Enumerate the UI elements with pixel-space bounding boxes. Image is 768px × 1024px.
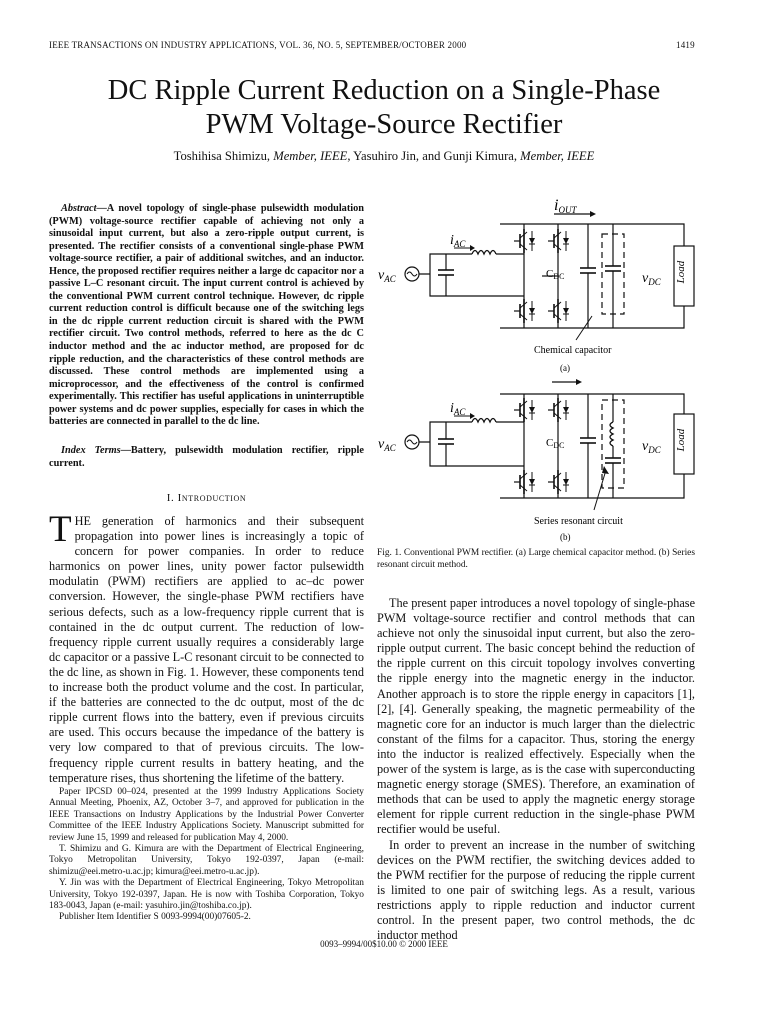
author-2-3: , Yasuhiro Jin, and Gunji Kimura, bbox=[347, 149, 521, 163]
cdc-label-b: CDC bbox=[546, 437, 565, 450]
index-terms-text: —Battery, pulsewidth modulation rectifier, ripple current. bbox=[49, 445, 364, 469]
author-line bbox=[0, 149, 768, 164]
index-terms-label: Index Terms bbox=[61, 445, 121, 456]
v-dc-label: $v_{DC}$ bbox=[642, 271, 661, 287]
title-line-1: DC Ripple Current Reduction on a Single-Phase bbox=[107, 75, 661, 106]
author-1: Toshihisa Shimizu, bbox=[173, 149, 274, 163]
switch-1-icon bbox=[514, 229, 535, 253]
i-ac-label: $i_{AC}$ bbox=[450, 233, 466, 249]
resonant-inductor bbox=[610, 422, 613, 446]
abstract-label: Abstract bbox=[61, 203, 97, 214]
figure-1 bbox=[372, 196, 702, 546]
circuit-b bbox=[378, 379, 694, 542]
running-header: IEEE TRANSACTIONS ON INDUSTRY APPLICATIONS, VOL. 36, NO. 5, SEPTEMBER/OCTOBER 2000 bbox=[49, 40, 467, 50]
author-1-role: Member, IEEE bbox=[273, 149, 348, 163]
copyright-footer: 0093–9994/00$10.00 © 2000 IEEE bbox=[320, 939, 448, 949]
i-ac-label-b: $i_{AC}$ bbox=[450, 401, 466, 417]
sublabel-a: (a) bbox=[560, 363, 570, 373]
section-heading bbox=[49, 492, 364, 504]
right-paragraph-1: The present paper introduces a novel topology of single-phase PWM voltage-source rectifier and control methods that can achieve not only the sinusoidal input current, but also the zero-ripple output current. The basic concept behind the reduction of the ripple current on this circuit topology involves converting the ripple energy into the magnetic energy in the inductor. Another approach is to store the ripple energy in capacitors [1], [2], [4]. Generally speaking, the magnetic permeability of the magnetic core for an inductor is much larger than the dielectric constant of the films for a capacitor. Thus, storing the energy into the inductor is realized effectively. Especially when the power of the system is large, as is the case with superconducting magnetic energy storage (SMES). Therefore, an examination of methods that can be used to apply the magnetic energy storage element for ripple current reduction in the single-phase PWM rectifier would be useful. bbox=[377, 596, 695, 837]
i-out-label: iOUT bbox=[554, 197, 577, 215]
footnotes bbox=[49, 787, 364, 924]
abstract-text: —A novel topology of single-phase pulsewidth modulation (PWM) voltage-source rectifier capable of achieving not only a sinusoidal input current, but also a zero-ripple output current, is presented. The rectifier consists of a conventional single-phase PWM voltage-source rectifier, a pair of additional switches, and an inductor. Hence, the proposed rectifier requires neither a large dc capacitor nor a passive L–C resonant circuit. The input current control is achieved by the conventional PWM current control technique. However, dc ripple current reduction control is difficult because one of the switching legs in the dc ripple current reduction circuit is shared with the PWM rectifier circuit. Two control methods, referred to here as the dc C inductor method and the ac inductor method, are proposed for dc ripple reduction, and the characteristics of these control methods are discussed. These control methods are implemented using a microprocessor, and the effectiveness of the control is confirmed experimentally. This rectifier has useful applications in uninterruptible power systems and dc power supplies, especially for cases in which the batteries are connected in parallel to the dc line. bbox=[49, 203, 364, 428]
footnote-4: Publisher Item Identifier S 0093-9994(00)07605-2. bbox=[59, 912, 251, 923]
v-ac-label: $v_{AC}$ bbox=[378, 268, 396, 284]
switch-3-icon bbox=[514, 299, 535, 323]
title-line-2: PWM Voltage-Source Rectifier bbox=[205, 109, 563, 140]
author-3-role: Member, IEEE bbox=[520, 149, 595, 163]
switch-4-icon bbox=[548, 299, 569, 323]
annotation-pointer-b bbox=[594, 470, 606, 510]
v-ac-label-b: $v_{AC}$ bbox=[378, 437, 396, 453]
v-dc-label-b: $v_{DC}$ bbox=[642, 439, 661, 455]
sublabel-b: (b) bbox=[560, 532, 571, 542]
intro-text: HE generation of harmonics and their subsequent propagation into power lines is increasingly a topic of concern for power companies. In order to reduce harmonics on power lines, unity power factor pulsewidth modulatin (PWM) rectifiers are applied to ac–dc power conversion. However, the single-phase PWM rectifiers have serious defects, such as a low-frequency ripple current that is contained in the dc output current. The reduction of low-frequency ripple current usually requires a considerably large dc capacitor or a passive L-C resonant circuit to be connected to the dc line, as shown in Fig. 1. However, these components tend to increase both the product volume and the cost. In particular, if the batteries are connected to the dc output, most of the dc ripple current flows into the battery, even if previous circuits are used. This occurs because the impedance of the battery is very low compared to that of previous circuits. The low-frequency ripple current results in battery heating, and the temperature rises, thus shortening the lifetime of the battery. bbox=[49, 514, 364, 785]
intro-paragraph bbox=[49, 509, 364, 786]
abstract bbox=[49, 203, 364, 429]
annotation-a: Chemical capacitor bbox=[534, 345, 612, 356]
page-number: 1419 bbox=[676, 40, 695, 50]
cdc-label: CDC bbox=[546, 268, 565, 281]
ac-inductor bbox=[472, 251, 496, 255]
index-terms bbox=[49, 445, 364, 470]
circuit-a bbox=[378, 197, 694, 373]
right-paragraph-2: In order to prevent an increase in the number of switching devices on the PWM rectifier, the switching devices added to the PWM rectifier for the purpose of reducing the ripple current is limited to one pair of switching legs. As a result, various restrictions apply to ripple reduction and inductor current control. In the present paper, two control methods, the dc inductor method bbox=[377, 837, 695, 943]
section-title: Introduction bbox=[177, 492, 247, 504]
right-column-body bbox=[377, 596, 695, 943]
drop-cap: T bbox=[49, 509, 72, 550]
switch-2-icon bbox=[548, 229, 569, 253]
footnote-1: Paper IPCSD 00–024, presented at the 1999 Industry Applications Society Annual Meeting, Phoenix, AZ, October 3–7, and approved for publication in the IEEE Transactions on Industry Applications by the Industrial Power Converter Committee of the IEEE Industry Applications Society. Manuscript submitted for review June 15, 1999 and released for publication May 4, 2000. bbox=[49, 787, 364, 843]
figure-caption: Fig. 1. Conventional PWM rectifier. (a) Large chemical capacitor method. (b) Series resonant circuit method. bbox=[377, 548, 695, 570]
load-label: Load bbox=[675, 260, 687, 284]
annotation-b: Series resonant circuit bbox=[534, 516, 623, 527]
footnote-2: T. Shimizu and G. Kimura are with the Department of Electrical Engineering, Tokyo Metropolitan University, Tokyo 192-0397, Japan (e-mail: shimizu@eei.metro-u.ac.jp; kimura@eei.metro-u.ac.jp). bbox=[49, 844, 364, 877]
load-label-b: Load bbox=[675, 428, 687, 452]
section-number: I. bbox=[166, 492, 178, 504]
paper-title bbox=[0, 74, 768, 142]
footnote-3: Y. Jin was with the Department of Electrical Engineering, Tokyo Metropolitan University, Tokyo 192-0397, Japan. He is now with Toshiba Corporation, Tokyo 183-0043, Japan (e-mail: yasuhiro.jin@toshiba.co.jp). bbox=[49, 878, 364, 912]
